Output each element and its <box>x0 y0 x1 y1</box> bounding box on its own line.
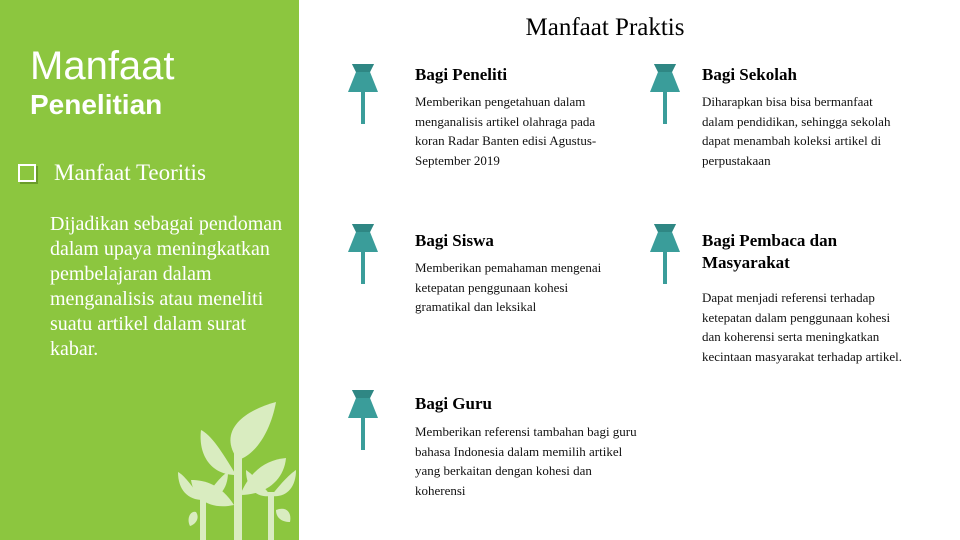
push-pin-icon <box>648 62 682 126</box>
checkbox-bullet-icon <box>18 164 36 182</box>
push-pin-icon <box>346 62 380 126</box>
push-pin-icon <box>346 388 380 452</box>
panel-title: Manfaat <box>30 44 175 88</box>
left-panel <box>0 0 299 540</box>
item-heading-siswa: Bagi Siswa <box>415 231 494 250</box>
item-text-guru: Memberikan referensi tambahan bagi guru bahasa Indonesia dalam memilih artikel yang berkaitan dengan kohesi dan koherensi <box>415 424 637 498</box>
theory-heading <box>18 158 206 188</box>
item-text-peneliti: Memberikan pengetahuan dalam menganalisis artikel olahraga pada koran Radar Banten edisi Agustus-September 2019 <box>415 94 597 168</box>
push-pin-icon <box>346 222 380 286</box>
item-heading-pembaca: Bagi Pembaca dan Masyarakat <box>702 231 838 272</box>
item-text-sekolah: Diharapkan bisa bisa bermanfaat dalam pendidikan, sehingga sekolah dapat menambah koleksi artikel di perpustakaan <box>702 94 891 168</box>
item-heading-guru: Bagi Guru <box>415 394 492 413</box>
item-text-siswa: Memberikan pemahaman mengenai ketepatan penggunaan kohesi gramatikal dan leksikal <box>415 260 602 314</box>
push-pin-icon <box>648 222 682 286</box>
item-heading-peneliti: Bagi Peneliti <box>415 65 508 84</box>
practical-title: Manfaat Praktis <box>525 14 685 41</box>
theory-text: Dijadikan sebagai pendoman dalam upaya meningkatkan pembelajaran dalam menganalisis atau meneliti suatu artikel dalam surat kabar. <box>50 213 283 360</box>
theory-heading-label: Manfaat Teoritis <box>54 160 206 185</box>
panel-subtitle: Penelitian <box>30 89 163 120</box>
item-text-pembaca: Dapat menjadi referensi terhadap ketepatan dalam penggunaan kohesi dan koherensi serta meningkatkan kecintaan masyarakat terhadap artikel. <box>702 290 902 364</box>
plant-sprouts-icon <box>176 400 300 540</box>
item-heading-sekolah: Bagi Sekolah <box>702 65 797 84</box>
